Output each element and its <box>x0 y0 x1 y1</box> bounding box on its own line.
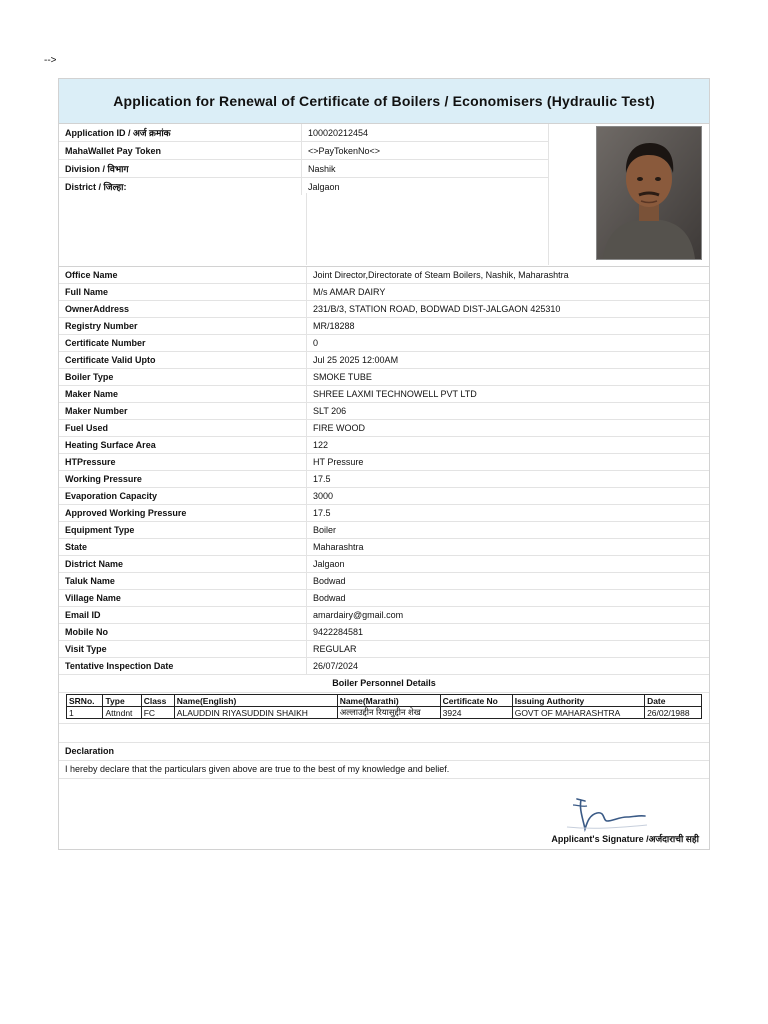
field-value: Jalgaon <box>307 556 710 573</box>
table-cell: 3924 <box>440 707 512 719</box>
form-title: Application for Renewal of Certificate of Boilers / Economisers (Hydraulic Test) <box>59 79 709 124</box>
declaration-heading: Declaration <box>59 743 709 761</box>
declaration-text: I hereby declare that the particulars given above are true to the best of my knowledge and belief. <box>59 761 709 779</box>
detail-row <box>59 352 709 369</box>
detail-row <box>59 386 709 403</box>
field-label: HTPressure <box>59 454 307 471</box>
detail-row <box>59 284 709 301</box>
field-label: Fuel Used <box>59 420 307 437</box>
stray-text: --> <box>44 55 57 66</box>
personnel-table <box>66 694 702 719</box>
person-photo-icon <box>597 127 701 259</box>
detail-row <box>59 301 709 318</box>
field-value: Boiler <box>307 522 710 539</box>
field-value: FIRE WOOD <box>307 420 710 437</box>
column-header: SRNo. <box>67 695 103 707</box>
signature-area <box>59 779 709 849</box>
detail-row <box>59 539 709 556</box>
detail-row <box>59 573 709 590</box>
table-row <box>67 707 702 719</box>
header-section <box>59 124 709 267</box>
personnel-header-row <box>67 695 702 707</box>
field-label: Approved Working Pressure <box>59 505 307 522</box>
field-value: Joint Director,Directorate of Steam Boilers, Nashik, Maharashtra <box>307 267 710 284</box>
column-header: Class <box>141 695 174 707</box>
field-value: <>PayTokenNo<> <box>302 142 549 160</box>
field-value: 17.5 <box>307 471 710 488</box>
table-cell: अल्लाउद्दीन रियासुद्दीन शेख <box>337 707 440 719</box>
field-value: Maharashtra <box>307 539 710 556</box>
field-value: REGULAR <box>307 641 710 658</box>
field-label: Office Name <box>59 267 307 284</box>
field-label: OwnerAddress <box>59 301 307 318</box>
field-value: Nashik <box>302 160 549 178</box>
field-value: 122 <box>307 437 710 454</box>
table-cell: Attndnt <box>103 707 141 719</box>
table-cell: GOVT OF MAHARASHTRA <box>512 707 644 719</box>
column-header: Date <box>645 695 702 707</box>
detail-row <box>59 420 709 437</box>
field-value: MR/18288 <box>307 318 710 335</box>
field-label: Certificate Valid Upto <box>59 352 307 369</box>
field-value: M/s AMAR DAIRY <box>307 284 710 301</box>
field-label: Mobile No <box>59 624 307 641</box>
column-header: Name(Marathi) <box>337 695 440 707</box>
detail-row <box>59 318 709 335</box>
field-value: 3000 <box>307 488 710 505</box>
details-table <box>59 267 709 675</box>
field-value: 26/07/2024 <box>307 658 710 675</box>
field-value: HT Pressure <box>307 454 710 471</box>
field-label: Village Name <box>59 590 307 607</box>
field-label: Maker Name <box>59 386 307 403</box>
detail-row <box>59 403 709 420</box>
personnel-section-title: Boiler Personnel Details <box>59 675 709 693</box>
detail-row <box>59 658 709 675</box>
field-label: Registry Number <box>59 318 307 335</box>
field-label: Evaporation Capacity <box>59 488 307 505</box>
field-label: Email ID <box>59 607 307 624</box>
detail-row <box>59 267 709 284</box>
table-cell: 26/02/1988 <box>645 707 702 719</box>
header-table <box>59 124 549 195</box>
field-value: SMOKE TUBE <box>307 369 710 386</box>
field-value: 100020212454 <box>302 124 549 142</box>
column-header: Type <box>103 695 141 707</box>
detail-row <box>59 369 709 386</box>
field-value: amardairy@gmail.com <box>307 607 710 624</box>
field-value: Jul 25 2025 12:00AM <box>307 352 710 369</box>
table-cell: ALAUDDIN RIYASUDDIN SHAIKH <box>174 707 337 719</box>
detail-row <box>59 522 709 539</box>
field-value: Bodwad <box>307 590 710 607</box>
header-row <box>59 124 549 142</box>
field-label: Taluk Name <box>59 573 307 590</box>
detail-row <box>59 641 709 658</box>
detail-row <box>59 505 709 522</box>
detail-row <box>59 488 709 505</box>
column-header: Issuing Authority <box>512 695 644 707</box>
table-cell: 1 <box>67 707 103 719</box>
field-label: MahaWallet Pay Token <box>59 142 302 160</box>
detail-row <box>59 556 709 573</box>
detail-row <box>59 335 709 352</box>
header-row <box>59 142 549 160</box>
detail-row <box>59 590 709 607</box>
detail-row <box>59 454 709 471</box>
application-form <box>58 78 710 850</box>
signature-label: Applicant's Signature /अर्जदाराची सही <box>551 834 699 844</box>
header-row <box>59 178 549 196</box>
field-label: Visit Type <box>59 641 307 658</box>
field-label: District Name <box>59 556 307 573</box>
detail-row <box>59 624 709 641</box>
signature-image <box>527 791 657 835</box>
header-row <box>59 160 549 178</box>
detail-row <box>59 471 709 488</box>
column-header: Name(English) <box>174 695 337 707</box>
field-label: Boiler Type <box>59 369 307 386</box>
field-label: State <box>59 539 307 556</box>
field-label: Certificate Number <box>59 335 307 352</box>
personnel-section <box>59 693 709 724</box>
field-value: SLT 206 <box>307 403 710 420</box>
table-cell: FC <box>141 707 174 719</box>
field-value: SHREE LAXMI TECHNOWELL PVT LTD <box>307 386 710 403</box>
field-label: District / जिल्हा: <box>59 178 302 196</box>
field-label: Working Pressure <box>59 471 307 488</box>
field-value: 231/B/3, STATION ROAD, BODWAD DIST-JALGAON 425310 <box>307 301 710 318</box>
column-header: Certificate No <box>440 695 512 707</box>
field-label: Full Name <box>59 284 307 301</box>
applicant-photo <box>596 126 702 260</box>
field-value: 17.5 <box>307 505 710 522</box>
column-divider <box>548 193 549 265</box>
field-label: Maker Number <box>59 403 307 420</box>
field-value: Bodwad <box>307 573 710 590</box>
field-value: Jalgaon <box>302 178 549 196</box>
detail-row <box>59 437 709 454</box>
field-label: Equipment Type <box>59 522 307 539</box>
field-label: Heating Surface Area <box>59 437 307 454</box>
field-label: Division / विभाग <box>59 160 302 178</box>
field-label: Tentative Inspection Date <box>59 658 307 675</box>
column-divider <box>306 193 307 265</box>
field-value: 9422284581 <box>307 624 710 641</box>
field-value: 0 <box>307 335 710 352</box>
field-label: Application ID / अर्ज क्रमांक <box>59 124 302 142</box>
detail-row <box>59 607 709 624</box>
spacer <box>59 724 709 743</box>
